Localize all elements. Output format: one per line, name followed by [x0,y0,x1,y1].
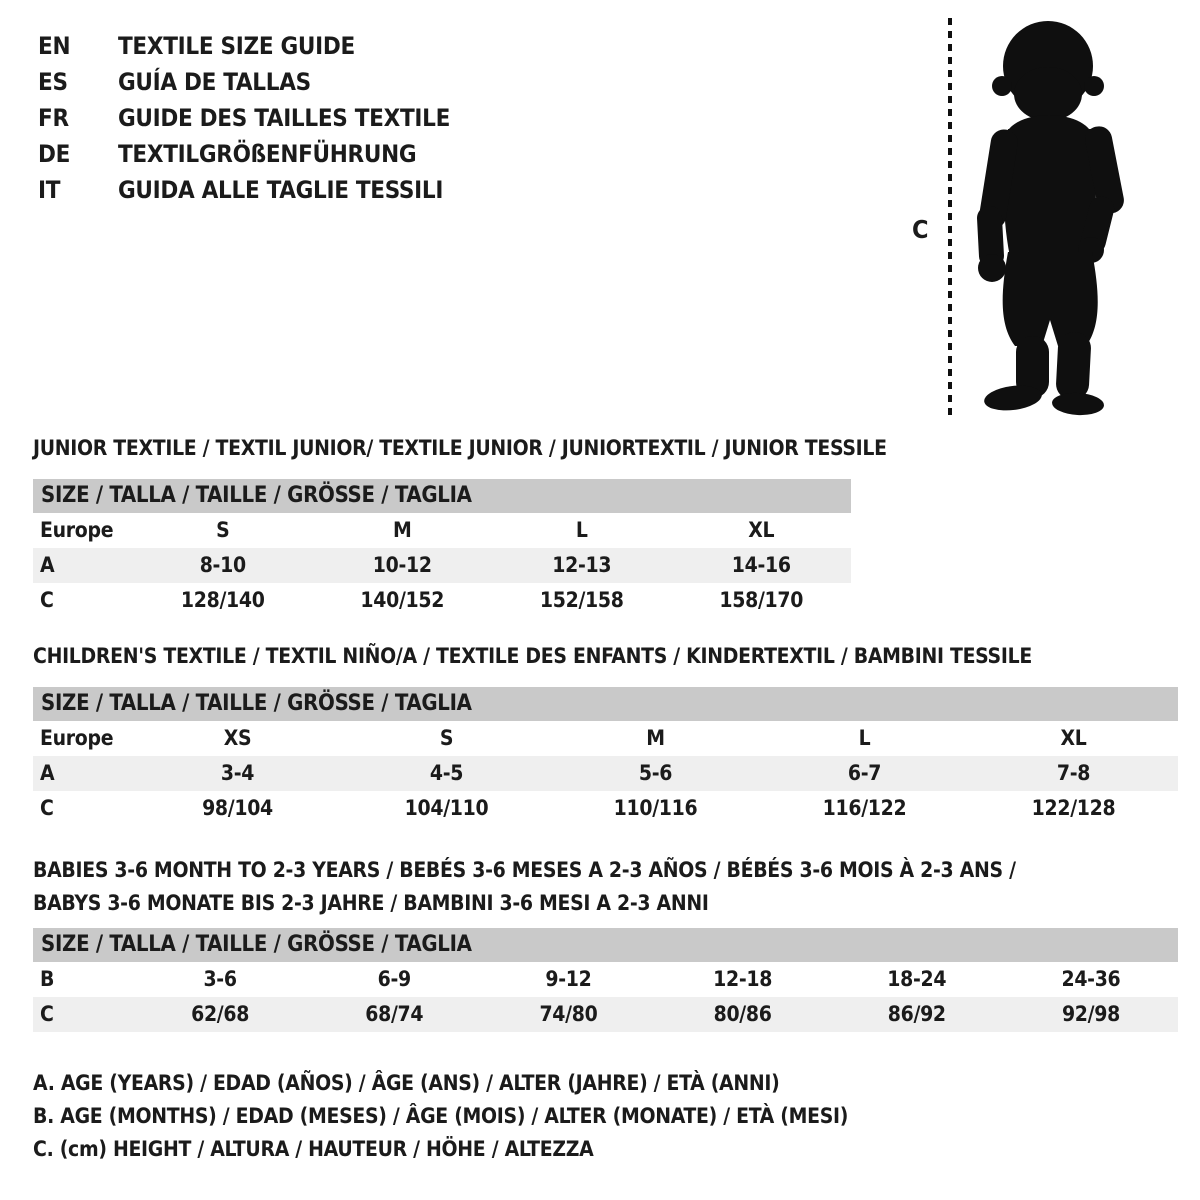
language-code: DE [38,140,71,168]
size-cell: 74/80 [539,1002,598,1026]
legend [33,1067,848,1166]
section-children-textile [33,644,1178,826]
table-row-a [33,548,851,583]
table-row-a [33,756,1178,791]
language-row-de [38,136,450,172]
size-cell: L [858,726,871,750]
size-header-bar: SIZE / TALLA / TAILLE / GRÖSSE / TAGLIA [33,687,1178,721]
size-cell: 140/152 [360,588,445,612]
table-row-c [33,583,851,618]
size-cell: 62/68 [191,1002,250,1026]
size-cell: 3-6 [203,967,237,991]
size-cell: 122/128 [1031,796,1116,820]
section-heading-children [33,644,1178,668]
row-label: C [40,1002,54,1026]
guide-title: GUIDA ALLE TAGLIE TESSILI [118,176,444,204]
size-cell: 4-5 [429,761,464,785]
language-row-es [38,64,450,100]
size-cell: M [392,518,412,542]
size-cell: S [216,518,230,542]
size-cell: 92/98 [1061,1002,1120,1026]
size-cell: 18-24 [887,967,947,991]
section-heading-junior [33,436,887,460]
language-code: EN [38,32,71,60]
size-cell: 5-6 [638,761,673,785]
size-cell: 6-9 [377,967,411,991]
size-cell: 3-4 [220,761,255,785]
size-cell: XS [223,726,252,750]
size-header-bar: SIZE / TALLA / TAILLE / GRÖSSE / TAGLIA [33,479,851,513]
row-label: C [40,588,54,612]
row-label: Europe [40,726,114,750]
children-size-table [33,687,1178,826]
language-row-fr [38,100,450,136]
toddler-silhouette [958,14,1143,416]
height-measure-label: C [912,215,929,244]
size-header-bar: SIZE / TALLA / TAILLE / GRÖSSE / TAGLIA [33,928,1178,962]
size-cell: XL [1060,726,1087,750]
section-heading-line-1: JUNIOR TEXTILE / TEXTIL JUNIOR/ TEXTILE JUNIOR / JUNIORTEXTIL / JUNIOR TESSILE [33,436,887,460]
height-dashed-line [948,18,952,416]
size-cell: XL [748,518,775,542]
guide-title: GUÍA DE TALLAS [118,68,311,96]
size-cell: 24-36 [1061,967,1121,991]
junior-size-table [33,479,851,618]
section-heading-line-1: BABIES 3-6 MONTH TO 2-3 YEARS / BEBÉS 3-6 MESES A 2-3 AÑOS / BÉBÉS 3-6 MOIS À 2-3 ANS / [33,858,1016,882]
size-cell: L [575,518,588,542]
size-cell: 80/86 [713,1002,772,1026]
guide-title: TEXTILE SIZE GUIDE [118,32,355,60]
table-row-c [33,997,1178,1032]
size-cell: 86/92 [887,1002,946,1026]
size-cell: 12-13 [552,553,612,577]
row-label: C [40,796,54,820]
size-cell: 68/74 [365,1002,424,1026]
section-junior-textile [33,436,887,618]
size-cell: 116/122 [822,796,907,820]
babies-size-table [33,928,1178,1032]
size-cell: 158/170 [719,588,804,612]
section-heading-line-2: BABYS 3-6 MONATE BIS 2-3 JAHRE / BAMBINI 3-6 MESI A 2-3 ANNI [33,891,709,915]
size-cell: 104/110 [404,796,489,820]
size-cell: 8-10 [199,553,246,577]
size-cell: S [439,726,454,750]
size-cell: 152/158 [539,588,624,612]
language-title-list [38,28,450,208]
size-cell: 9-12 [545,967,592,991]
size-cell: 7-8 [1056,761,1091,785]
table-row-europe [33,513,851,548]
size-cell: M [646,726,665,750]
language-code: IT [38,176,61,204]
row-label: Europe [40,518,114,542]
guide-title: TEXTILGRÖßENFÜHRUNG [118,140,417,168]
table-row-c [33,791,1178,826]
language-code: FR [38,104,69,132]
size-cell: 12-18 [713,967,773,991]
legend-line-b: B. AGE (MONTHS) / EDAD (MESES) / ÂGE (MOIS) / ALTER (MONATE) / ETÀ (MESI) [33,1104,849,1128]
table-row-b [33,962,1178,997]
size-cell: 10-12 [372,553,432,577]
size-cell: 14-16 [731,553,791,577]
section-heading-babies [33,854,1178,920]
table-row-europe [33,721,1178,756]
size-cell: 110/116 [613,796,698,820]
language-row-it [38,172,450,208]
size-cell: 128/140 [180,588,265,612]
language-row-en [38,28,450,64]
row-label: A [40,761,55,785]
row-label: B [40,967,55,991]
row-label: A [40,553,55,577]
guide-title: GUIDE DES TAILLES TEXTILE [118,104,451,132]
size-cell: 6-7 [847,761,882,785]
legend-line-c: C. (cm) HEIGHT / ALTURA / HAUTEUR / HÖHE / ALTEZZA [33,1137,594,1161]
legend-line-a: A. AGE (YEARS) / EDAD (AÑOS) / ÂGE (ANS) / ALTER (JAHRE) / ETÀ (ANNI) [33,1071,780,1095]
size-cell: 98/104 [202,796,273,820]
language-code: ES [38,68,68,96]
section-heading-line-1: CHILDREN'S TEXTILE / TEXTIL NIÑO/A / TEXTILE DES ENFANTS / KINDERTEXTIL / BAMBINI TESSILE [33,644,1032,668]
section-babies-textile [33,854,1178,1032]
